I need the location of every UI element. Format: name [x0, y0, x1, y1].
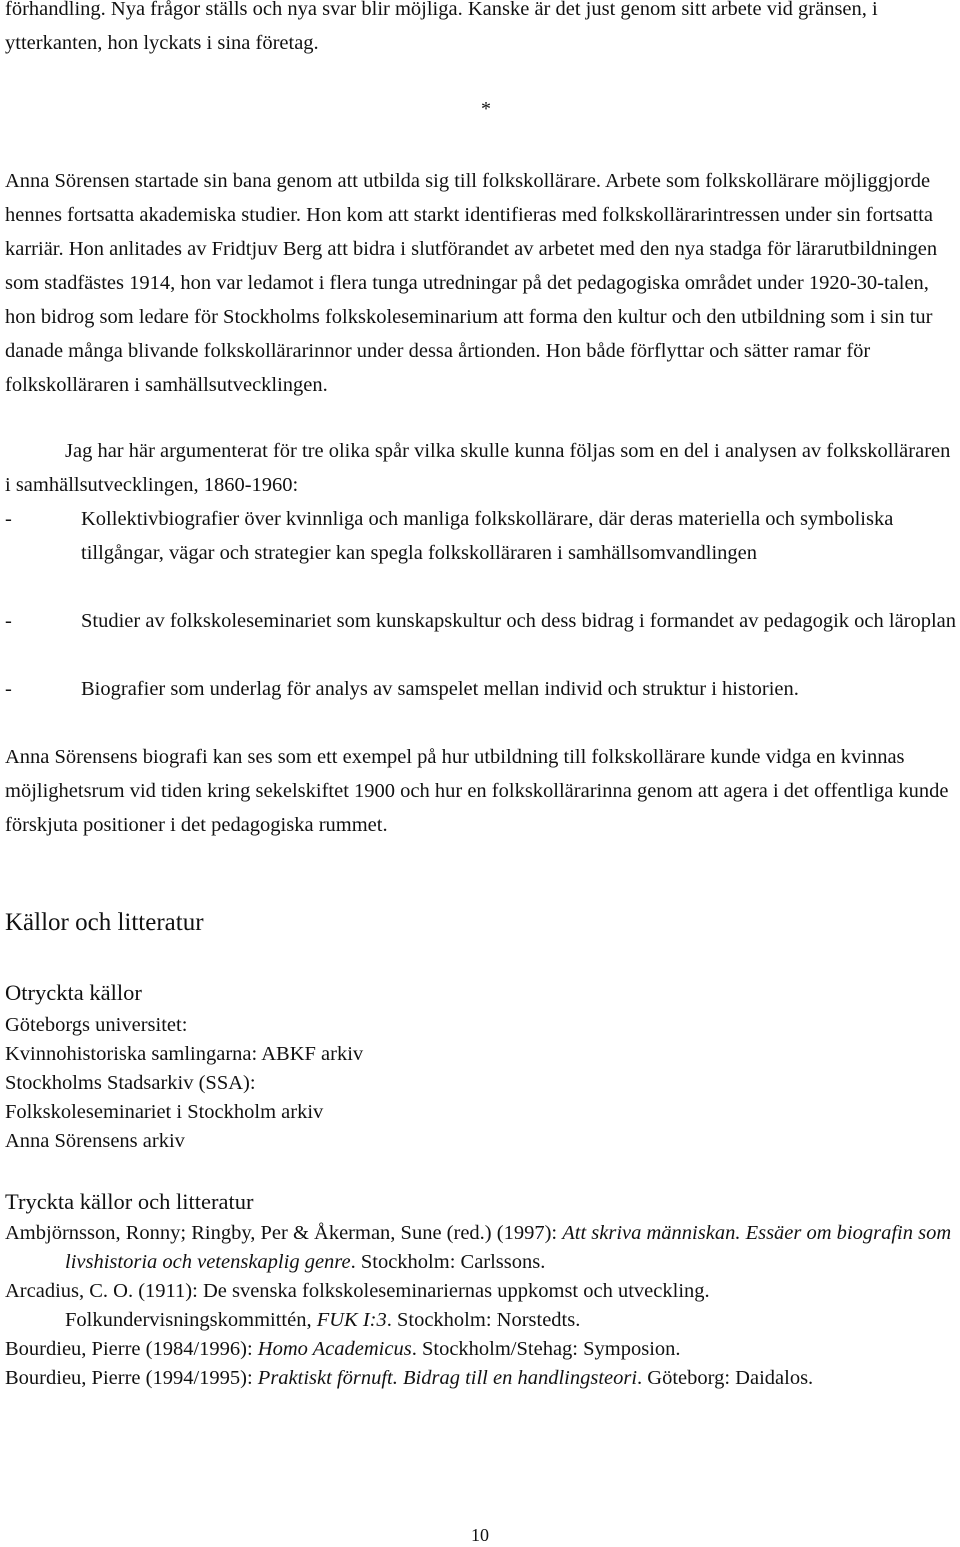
printed-sources-heading: Tryckta källor och litteratur	[5, 1189, 254, 1214]
page-number: 10	[471, 1525, 489, 1545]
reference-publisher: . Stockholm/Stehag: Symposion.	[411, 1338, 681, 1360]
source-line: Göteborgs universitet:	[5, 1014, 188, 1036]
source-line: Kvinnohistoriska samlingarna: ABKF arkiv	[5, 1043, 364, 1065]
reference-author: Arcadius, C. O. (1911): De svenska folkskoleseminariernas uppkomst och utveckling. Folkundervisningskommittén,	[5, 1280, 710, 1331]
unprinted-sources-heading: Otryckta källor	[5, 980, 142, 1005]
reference-author: Bourdieu, Pierre (1994/1995):	[5, 1367, 258, 1389]
list-item	[5, 672, 957, 706]
reference-author: Ambjörnsson, Ronny; Ringby, Per & Åkerman, Sune (red.) (1997):	[5, 1222, 563, 1244]
sources-heading: Källor och litteratur	[5, 909, 204, 936]
reference-title: Homo Academicus	[257, 1338, 412, 1360]
reference-author: Bourdieu, Pierre (1984/1996):	[5, 1338, 258, 1360]
reference-title: FUK I:3	[316, 1309, 387, 1331]
reference-publisher: . Stockholm: Norstedts.	[386, 1309, 581, 1331]
source-line: Stockholms Stadsarkiv (SSA):	[5, 1072, 256, 1094]
source-line: Folkskoleseminariet i Stockholm arkiv	[5, 1101, 324, 1123]
list-dash: -	[5, 508, 12, 530]
paragraph-conclusion: Anna Sörensens biografi kan ses som ett exempel på hur utbildning till folkskollärare kunde vidga en kvinnas möjlighetsrum vid tiden kring sekelskiftet 1900 och hur en folkskollärarinna genom att agera i det offentliga kunde förskjuta positioner i det pedagogiska rummet.	[5, 746, 949, 836]
list-item-text: Kollektivbiografier över kvinnliga och manliga folkskollärare, där deras materiella och symboliska tillgångar, vägar och strategier kan spegla folkskolläraren i samhällsomvandlingen	[81, 508, 894, 564]
list-item-text: Studier av folkskoleseminariet som kunskapskultur och dess bidrag i formandet av pedagogik och läroplan	[81, 610, 957, 632]
reference-entry	[5, 1277, 957, 1335]
reference-title: Praktiskt förnuft. Bidrag till en handlingsteori	[257, 1367, 638, 1389]
reference-publisher: . Stockholm: Carlssons.	[350, 1251, 546, 1273]
reference-publisher: . Göteborg: Daidalos.	[637, 1367, 814, 1389]
reference-entry	[5, 1335, 957, 1364]
list-item	[5, 604, 957, 638]
reference-entry	[5, 1219, 957, 1277]
section-divider: *	[481, 98, 491, 120]
paragraph-top: förhandling. Nya frågor ställs och nya svar blir möjliga. Kanske är det just genom sitt arbete vid gränsen, i ytterkanten, hon lyckats i sina företag.	[5, 0, 878, 54]
paragraph-anna-intro: Anna Sörensen startade sin bana genom att utbilda sig till folkskollärare. Arbete som folkskollärare möjliggjorde hennes fortsatta akademiska studier. Hon kom att starkt identifieras med folkskollärarintressen under sin fortsatta karriär. Hon anlitades av Fridtjuv Berg att bidra i slutförandet av arbetet med den nya stadga för lärarutbildningen som stadfästes 1914, hon var ledamot i flera tunga utredningar på det pedagogiska området under 1920-30-talen, hon bidrog som ledare för Stockholms folkskoleseminarium att forma den kultur och den utbildning som i sin tur danade många blivande folkskollärarinnor under dessa årtionden. Hon både förflyttar och sätter ramar för folkskolläraren i samhällsutvecklingen.	[5, 170, 938, 396]
reference-entry	[5, 1364, 957, 1393]
source-line: Anna Sörensens arkiv	[5, 1130, 185, 1152]
list-item	[5, 502, 957, 570]
reference-title: Att skriva människan. Essäer om biografin som livshistoria och vetenskaplig genre	[65, 1222, 952, 1273]
paragraph-argument: Jag har här argumenterat för tre olika spår vilka skulle kunna följas som en del i analysen av folkskolläraren i samhällsutvecklingen, 1860-1960:	[5, 440, 951, 496]
list-dash: -	[5, 678, 12, 700]
list-item-text: Biografier som underlag för analys av samspelet mellan individ och struktur i historien.	[81, 678, 799, 700]
list-dash: -	[5, 610, 12, 632]
